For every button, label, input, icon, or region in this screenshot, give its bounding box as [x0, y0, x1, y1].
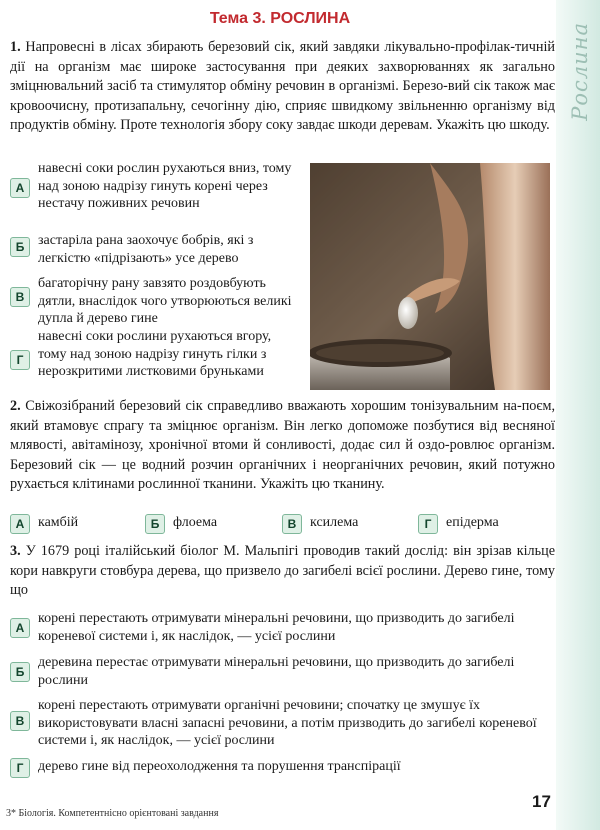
question-text: Напровесні в лісах збирають березовий сік, який завдяки лікувально-профілак-тичній дії на організм має широке застосування при деяких захворюваннях як загально зміцнювальний засіб та стимулятор обміну речовин в організмі. Березо-вий сік також має кровоочисну, протизапальну, сечогінну дію, сприяє швидкому звільненню організму від продуктів обміну. Проте технологія збору соку завдає шкоди деревам. Укажіть цю шкоду. [10, 39, 555, 134]
option-text: ксилема [310, 515, 359, 530]
q1-option-v[interactable] [10, 275, 300, 328]
page-number: 17 [532, 792, 551, 811]
side-tab-label: Рослина [568, 22, 592, 121]
q3-option-b[interactable] [10, 654, 545, 689]
option-text: дерево гине від переохолодження та порушення транспірації [38, 759, 401, 774]
option-letter: Г [10, 758, 30, 778]
option-text: застаріла рана заохочує бобрів, які з легкістю «підрізають» усе дерево [38, 233, 254, 266]
q2-option-a[interactable] [10, 514, 78, 534]
question-number: 2. [10, 398, 21, 414]
q3-option-v[interactable] [10, 697, 545, 750]
birch-sap-photo [310, 163, 550, 390]
q3-option-a[interactable] [10, 610, 545, 645]
q2-option-v[interactable] [282, 514, 358, 534]
option-text: флоема [173, 515, 218, 530]
option-text: деревина перестає отримувати мінеральні речовини, що призводить до загибелі рослини [38, 655, 515, 688]
q3-option-g[interactable] [10, 758, 545, 778]
birch-sap-photo-svg [310, 163, 550, 390]
option-letter: А [10, 514, 30, 534]
footer-caption: 3* Біологія. Компетентнісно орієнтовані завдання [6, 808, 219, 819]
option-text: корені перестають отримувати органічні речовини; спочатку це змушує їх використовувати власні запасні речовини, а потім призводить до загибелі кореневої системи і, як наслідок, — усієї рослини [38, 698, 537, 748]
q1-option-g[interactable] [10, 328, 300, 381]
question-3 [10, 542, 555, 601]
question-text: У 1679 році італійський біолог М. Мальпігі проводив такий дослід: він зрізав кільце кори навкруги стовбура дерева, що призвело до загибелі всієї рослини. Дерево гине, тому що [10, 543, 555, 599]
option-text: навесні соки рослин рухаються вниз, тому над зоною надрізу гинуть корені через нестачу поживних речовин [38, 161, 292, 211]
option-letter: В [10, 287, 30, 307]
q2-option-g[interactable] [418, 514, 499, 534]
option-text: камбій [38, 515, 79, 530]
option-letter: Г [418, 514, 438, 534]
option-letter: В [10, 711, 30, 731]
option-letter: Б [10, 237, 30, 257]
question-number: 3. [10, 543, 21, 559]
question-number: 1. [10, 39, 21, 55]
option-text: багаторічну рану завзято роздовбують дятли, внаслідок чого утворюються великі дупла й дерево гине [38, 276, 292, 326]
option-letter: Г [10, 350, 30, 370]
q1-option-b[interactable] [10, 232, 300, 267]
q2-option-b[interactable] [145, 514, 217, 534]
side-tab [556, 0, 600, 830]
option-letter: Б [145, 514, 165, 534]
option-text: епідерма [446, 515, 499, 530]
option-letter: Б [10, 662, 30, 682]
question-1 [10, 38, 555, 136]
option-text: корені перестають отримувати мінеральні речовини, що призводить до загибелі кореневої системи і, як наслідок, — усієї рослини [38, 611, 515, 644]
page-title: Тема 3. РОСЛИНА [209, 10, 351, 27]
q1-option-a[interactable] [10, 160, 300, 213]
option-text: навесні соки рослини рухаються вгору, тому над зоною надрізу гинуть гілки з нерозкритими листковими бруньками [38, 329, 272, 379]
question-text: Свіжозібраний березовий сік справедливо вважають хорошим тонізувальним на-поєм, який втамовує спрагу та зміцнює організм. Він легко допоможе позбутися від весняної млявості, авітамінозу, хронічної втоми й сонливості, додає сил й оздо-ровлює організм. Березовий сік — це водний розчин органічних і неорганічних речовин, який потужно рухається клітинами рослинної тканини. Укажіть цю тканину. [10, 398, 555, 493]
question-2 [10, 397, 555, 495]
option-letter: А [10, 618, 30, 638]
option-letter: А [10, 178, 30, 198]
option-letter: В [282, 514, 302, 534]
